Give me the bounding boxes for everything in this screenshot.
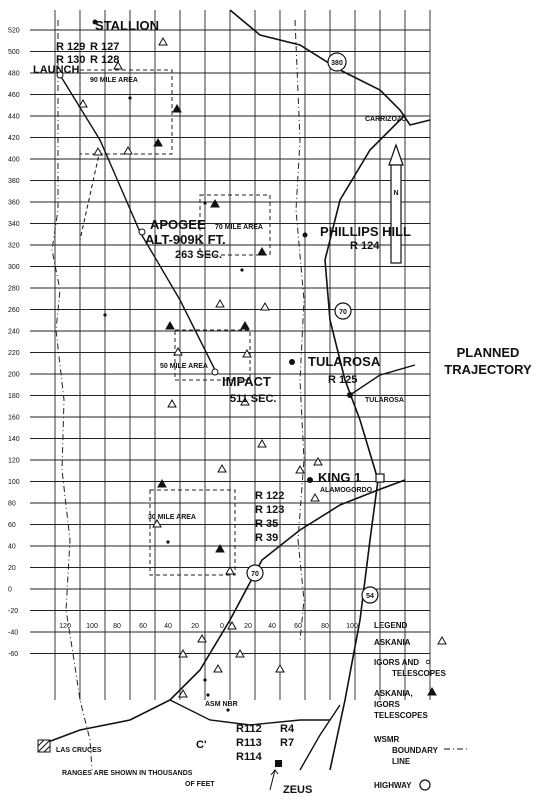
mile-70-area-label: 70 MILE AREA [215,224,263,231]
x-tick-label: 20 [244,623,252,630]
y-tick-label: 160 [8,414,20,422]
x-tick-label: 100 [86,623,98,630]
highway-70-shield-south [247,565,263,581]
r7-label: R7 [280,737,295,749]
r4-label: R4 [280,723,295,735]
y-tick-label: 60 [8,522,16,529]
r113-label: R113 [236,737,262,749]
x-tick-label: 120 [59,623,71,630]
legend-ait-symbol [428,688,436,695]
highway-54-number: 54 [366,593,374,600]
y-tick-label: 220 [8,350,20,357]
trajectory-dashed-extension [80,150,100,240]
x-tick-label: 40 [164,623,172,630]
king1-label: KING 1 [318,470,362,485]
zeus-square [275,760,282,767]
y-tick-label: 520 [8,27,20,35]
r128-label: R 128 [90,54,120,66]
y-tick-label: 260 [8,307,20,314]
r125-label: R 125 [328,374,358,386]
y-tick-label: 340 [8,221,20,228]
r114-label: R114 [236,751,262,763]
legend-igors-symbol [426,660,430,664]
y-tick-label: -20 [8,608,19,615]
y-tick-label: -40 [8,629,19,637]
y-tick-label: 80 [8,500,16,508]
north-arrow-icon [389,145,403,263]
mile-90-area-label: 90 MILE AREA [90,77,138,84]
y-tick-label: 120 [8,457,20,465]
x-tick-label: 80 [113,623,121,630]
legend [374,621,468,790]
altitude-label: ALT-909K FT. [145,232,226,247]
legend-wsmr-line3: LINE [392,757,411,766]
asm-nbr-label: ASM NBR [205,701,238,708]
x-tick-label: 80 [321,623,329,630]
x-tick-label: 40 [268,623,276,630]
y-tick-label: 20 [8,565,16,572]
highway-380-shield [328,53,346,71]
y-tick-label: 40 [8,543,16,551]
legend-igors-line1: IGORS AND [374,658,420,667]
highway-54-shield [362,587,378,603]
askania-igors-telescopes-stations [154,105,266,552]
legend-ait-line1: ASKANIA, [374,689,413,698]
king1-marker [307,477,313,483]
y-tick-label: 180 [8,393,20,400]
tularosa-site-label: TULAROSA [308,354,381,369]
zeus-label: ZEUS [283,784,313,796]
legend-askania-symbol [438,637,446,644]
zeus-arrow-icon [270,770,278,790]
king1-square [376,474,384,482]
ranges-note-line2: OF FEET [185,781,215,788]
apogee-time-label: 263 SEC. [175,249,223,261]
impact-label: IMPACT [222,374,271,389]
legend-title: LEGEND [374,621,408,630]
y-tick-label: 360 [8,199,20,207]
planned-trajectory-label-line2: TRAJECTORY [444,362,532,377]
y-tick-label: 480 [8,70,20,78]
r39-label: R 39 [255,532,279,544]
wsmr-boundary-east [295,20,304,640]
impact-marker [212,369,218,375]
y-tick-label: 440 [8,113,20,121]
y-tick-label: 500 [8,49,20,56]
r122-label: R 122 [255,490,285,502]
apogee-label: APOGEE [150,217,206,232]
y-tick-label: 200 [8,371,20,379]
legend-igors-line2: TELESCOPES [392,669,446,678]
r127-label: R 127 [90,41,120,53]
legend-askania-label: ASKANIA [374,638,411,647]
carrizozo-label: CARRIZOZO [365,116,407,123]
tularosa-town-marker [347,392,353,398]
alamogordo-label: ALAMOGORDO [320,487,373,494]
las-cruces-label: LAS CRUCES [56,747,102,754]
y-tick-label: 380 [8,178,20,185]
mile-50-area-label: 50 MILE AREA [160,363,208,370]
legend-highway-label: HIGHWAY [374,781,412,790]
x-tick-label: 0 [220,623,224,630]
y-tick-label: 460 [8,92,20,99]
y-tick-label: 300 [8,264,20,271]
tularosa-marker [289,359,295,365]
tularosa-town-label: TULAROSA [365,397,404,404]
r35-label: R 35 [255,518,279,530]
x-tick-label: 100 [346,623,358,630]
r130-label: R 130 [56,54,86,66]
mile-30-area-label: 30 MILE AREA [148,514,196,521]
phillips-hill-label: PHILLIPS HILL [320,224,411,239]
y-axis-ticks [8,28,20,659]
y-tick-label: -60 [8,651,19,658]
ranges-note-line1: RANGES ARE SHOWN IN THOUSANDS [62,770,193,777]
y-tick-label: 0 [8,586,12,594]
highway-70-number-north: 70 [339,309,347,316]
y-tick-label: 420 [8,135,20,142]
launch-label: LAUNCH [33,64,80,76]
y-tick-label: 400 [8,156,20,164]
x-tick-label: 60 [139,623,147,630]
x-tick-label: 20 [191,623,199,630]
road-south [170,700,330,725]
r123-label: R 123 [255,504,285,516]
x-axis-ticks [59,623,358,630]
highway-70-number-south: 70 [251,571,259,578]
highway-70-shield-north [335,303,351,319]
y-tick-label: 320 [8,242,20,250]
stallion-label: STALLION [95,18,160,33]
legend-highway-symbol [420,780,430,790]
y-tick-label: 100 [8,479,20,486]
planned-trajectory-label-line1: PLANNED [456,345,520,360]
r112-label: R112 [236,723,262,735]
r129-label: R 129 [56,41,86,53]
y-tick-label: 140 [8,436,20,443]
y-tick-label: 280 [8,285,20,293]
legend-ait-line2: IGORS [374,700,400,709]
phillips-hill-marker [303,233,308,238]
north-letter: N [393,190,399,197]
c-prime-label: C' [196,739,207,751]
wsmr-boundary-line [52,20,92,770]
las-cruces-city-icon [38,740,50,752]
legend-wsmr-line2: BOUNDARY [392,746,438,755]
y-tick-label: 240 [8,328,20,336]
r124-label: R 124 [350,240,380,252]
legend-wsmr-line1: WSMR [374,735,400,744]
legend-ait-line3: TELESCOPES [374,711,428,720]
highway-380-number: 380 [331,60,343,67]
impact-time-label: 511 SEC. [230,393,277,405]
road-southeast [300,705,340,770]
x-tick-label: 60 [294,623,302,630]
